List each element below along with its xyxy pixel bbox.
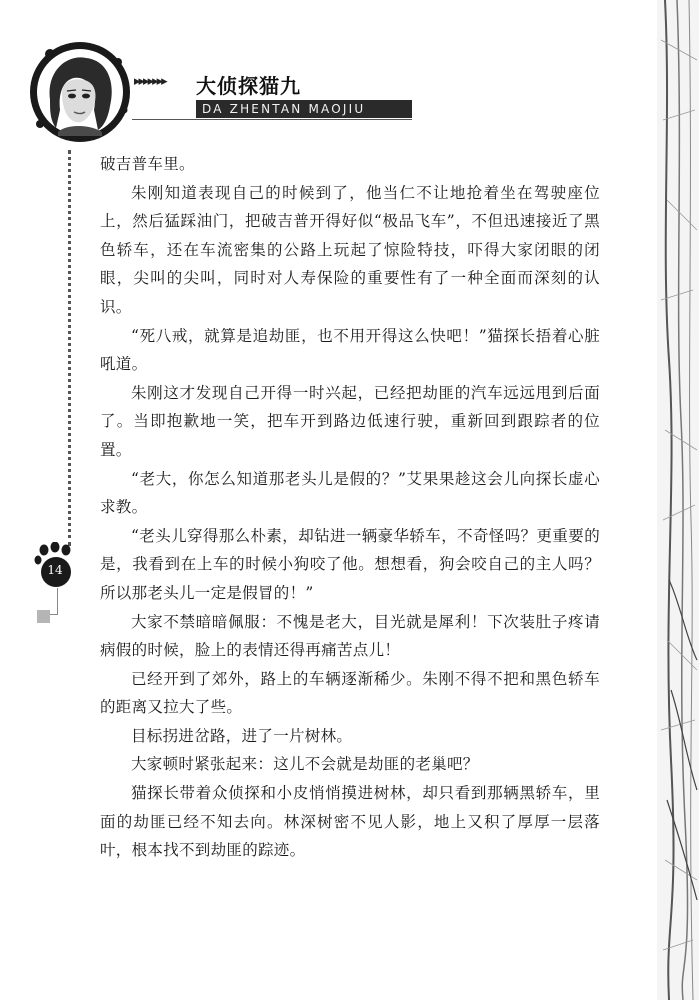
paragraph: 猫探长带着众侦探和小皮悄悄摸进树林，却只看到那辆黑轿车，里面的劫匪已经不知去向。林深树密不见人影，地上又积了厚厚一层落叶，根本找不到劫匪的踪迹。 — [100, 784, 600, 860]
series-pinyin-banner: DA ZHENTAN MAOJIU — [196, 100, 412, 118]
corner-square — [37, 610, 50, 623]
header-rule — [132, 119, 412, 120]
header-arrows: ▸▸▸▸▸▸▸ — [134, 74, 166, 89]
paragraph: 已经开到了郊外，路上的车辆逐渐稀少。朱刚不得不把和黑色轿车的距离又拉大了些。 — [100, 669, 600, 717]
paragraph: 大家顿时紧张起来：这儿不会就是劫匪的老巢吧？ — [131, 755, 479, 774]
paragraph: 朱刚知道表现自己的时候到了，他当仁不让地抢着坐在驾驶座位上，然后猛踩油门，把破吉普开得好似“极品飞车”，不但迅速接近了黑色轿车，还在车流密集的公路上玩起了惊险特技，吓得大家闭眼的闭眼，尖叫的尖叫，同时对人寿保险的重要性有了一种全面而深刻的认识。 — [100, 183, 600, 316]
paragraph: 大家不禁暗暗佩服：不愧是老大，目光就是犀利！下次装肚子疼请病假的时候，脸上的表情还得再痛苦点儿！ — [100, 612, 600, 660]
paragraph: “死八戒，就算是追劫匪，也不用开得这么快吧！”猫探长捂着心脏吼道。 — [100, 326, 600, 374]
side-sketch-illustration — [657, 0, 699, 1000]
paragraph: 朱刚这才发现自己开得一时兴起，已经把劫匪的汽车远远甩到后面了。当即抱歉地一笑，把车开到路边低速行驶，重新回到跟踪者的位置。 — [100, 383, 600, 459]
paragraph: 破吉普车里。 — [100, 155, 195, 173]
corner-rule-vertical — [57, 588, 58, 614]
page-number: 14 — [47, 563, 63, 577]
detective-avatar — [28, 40, 132, 144]
story-text — [100, 150, 600, 865]
paragraph: “老大，你怎么知道那老头儿是假的？”艾果果趁这会儿向探长虚心求教。 — [100, 469, 600, 517]
paragraph: “老头儿穿得那么朴素，却钻进一辆豪华轿车，不奇怪吗？更重要的是，我看到在上车的时候小狗咬了他。想想看，狗会咬自己的主人吗？所以那老头儿一定是假冒的！” — [100, 526, 600, 602]
margin-dotted-line — [68, 150, 71, 546]
series-title: 大侦探猫九 — [196, 74, 301, 98]
paragraph: 目标拐进岔路，进了一片树林。 — [131, 726, 353, 745]
